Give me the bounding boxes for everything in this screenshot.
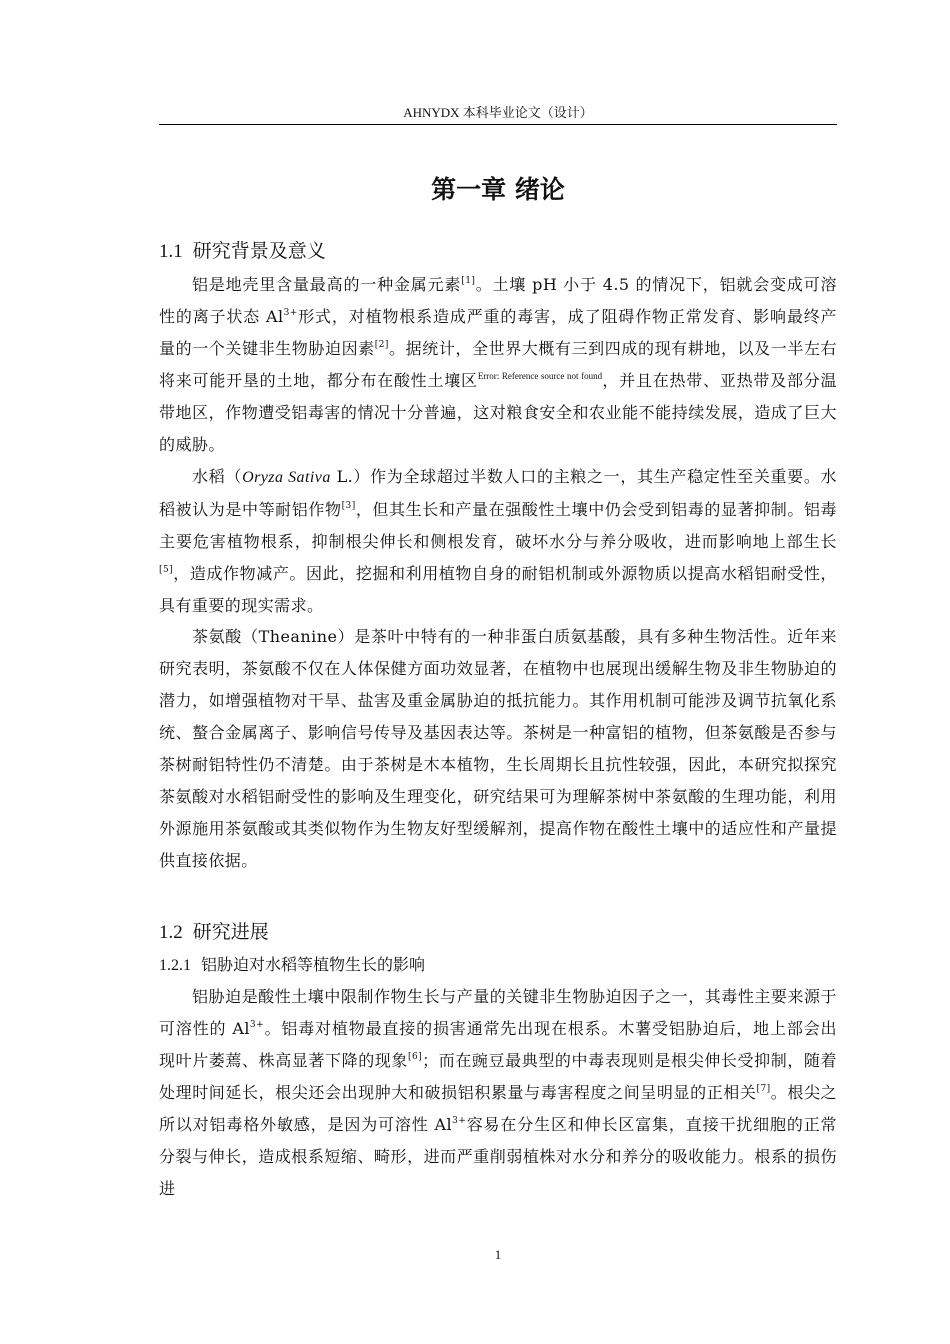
citation-1: [1] <box>461 276 476 286</box>
superscript-charge: 3+ <box>249 1020 265 1030</box>
section-title: 铝胁迫对水稻等植物生长的影响 <box>201 955 426 974</box>
text-run: 。根尖之所以对铝毒格外敏感，是因为可溶性 Al <box>159 1083 837 1134</box>
citation-3: [3] <box>341 501 356 511</box>
text-run: ，造成作物减产。因此，挖掘和利用植物自身的耐铝机制或外源物质以提高水稻铝耐受性，具有重要的现实需求。 <box>159 564 837 615</box>
text-run: 铝胁迫是酸性土壤中限制作物生长与产量的关键非生物胁迫因子之一，其毒性主要来源于可溶性的 Al <box>159 987 837 1038</box>
text-run: ，但其生长和产量在强酸性土壤中仍会受到铝毒的显著抑制。铝毒主要危害植物根系，抑制根尖伸长和侧根发育，破坏水分与养分吸收，进而影响地上部生长 <box>159 500 837 551</box>
paragraph-background-3 <box>159 621 837 877</box>
section-number: 1.1 <box>159 241 183 262</box>
text-run: 。土壤 pH 小于 4.5 的情况下，铝就会变成可溶性的离子状态 Al <box>159 275 838 326</box>
running-header: AHNYDX 本科毕业论文（设计） <box>403 105 593 120</box>
chapter-title: 第一章 绪论 <box>431 175 565 204</box>
section-heading-1-2-1 <box>159 954 425 977</box>
citation-6: [6] <box>408 1052 423 1062</box>
paragraph-progress-1 <box>159 981 837 1205</box>
superscript-charge: 3+ <box>283 308 298 318</box>
citation-7: [7] <box>756 1084 771 1094</box>
page-number: 1 <box>494 1247 502 1262</box>
text-run: ，并且在热带、亚热带及部分温带地区，作物遭受铝毒害的情况十分普遍，这对粮食安全和农业能不能持续发展，造成了巨大的威胁。 <box>159 371 837 454</box>
section-heading-1-2 <box>159 919 269 946</box>
text-run: L.）作为全球超过半数人口的主粮之一，其生产稳定性至关重要。水稻被认为是中等耐铝作物 <box>159 467 838 519</box>
paragraph-background-2 <box>159 461 837 622</box>
paragraph-background-1 <box>159 269 837 461</box>
text-run: 。铝毒对植物最直接的损害通常先出现在根系。木薯受铝胁迫后，地上部会出现叶片萎蔫、株高显著下降的现象 <box>159 1019 837 1070</box>
text-run: 。据统计，全世界大概有三到四成的现有耕地，以及一半左右将来可能开垦的土地，都分布在酸性土壤区 <box>159 339 837 390</box>
latin-species-name: Oryza Sativa <box>242 469 331 486</box>
section-number: 1.2.1 <box>159 957 191 974</box>
text-run: 形式，对植物根系造成严重的毒害，成了阻碍作物正常发育、影响最终产量的一个关键非生物胁迫因素 <box>159 307 838 358</box>
text-run: 水稻（ <box>192 467 243 486</box>
citation-5: [5] <box>159 565 174 575</box>
section-title: 研究进展 <box>192 921 269 943</box>
text-run: 茶氨酸（Theanine）是茶叶中特有的一种非蛋白质氨基酸，具有多种生物活性。近年来研究表明，茶氨酸不仅在人体保健方面功效显著，在植物中也展现出缓解生物及非生物胁迫的潜力，如增强植物对干旱、盐害及重金属胁迫的抵抗能力。其作用机制可能涉及调节抗氧化系统、螯合金属离子、影响信号传导及基因表达等。茶树是一种富铝的植物，但茶氨酸是否参与茶树耐铝特性仍不清楚。由于茶树是木本植物，生长周期长且抗性较强，因此，本研究拟探究茶氨酸对水稻铝耐受性的影响及生理变化，研究结果可为理解茶树中茶氨酸的生理功能，利用外源施用茶氨酸或其类似物作为生物友好型缓解剂，提高作物在酸性土壤中的适应性和产量提供直接依据。 <box>159 627 837 870</box>
section-number: 1.2 <box>159 922 183 943</box>
superscript-charge: 3+ <box>452 1116 467 1126</box>
header-divider <box>159 124 837 125</box>
section-heading-1-1 <box>159 238 326 265</box>
citation-2: [2] <box>374 340 389 350</box>
reference-error-note: Error: Reference source not found <box>477 371 603 381</box>
text-run: 铝是地壳里含量最高的一种金属元素 <box>192 275 462 294</box>
text-run: 容易在分生区和伸长区富集，直接干扰细胞的正常分裂与伸长，造成根系短缩、畸形，进而严重削弱植株对水分和养分的吸收能力。根系的损伤进 <box>159 1115 838 1198</box>
text-run: ；而在豌豆最典型的中毒表现则是根尖伸长受抑制，随着处理时间延长，根尖还会出现肿大和破损铝积累量与毒害程度之间呈明显的正相关 <box>159 1051 837 1102</box>
section-title: 研究背景及意义 <box>192 240 326 262</box>
